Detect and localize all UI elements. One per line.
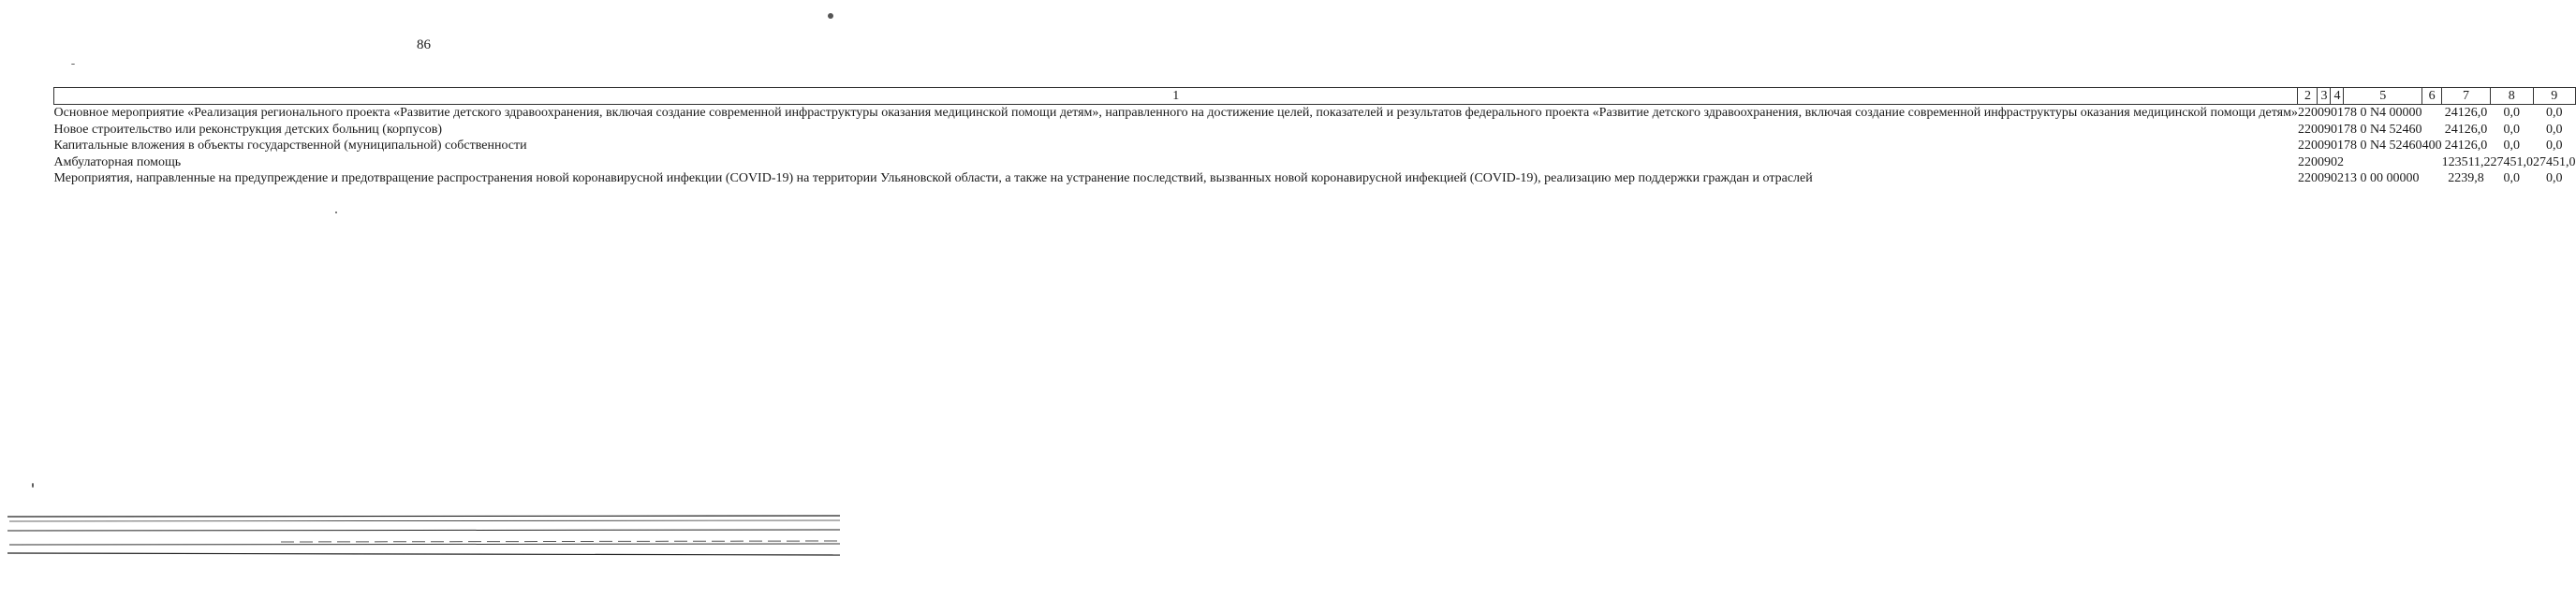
cell-col9: 0,0 [2546,139,2563,153]
cell-col9: 0,0 [2546,171,2563,185]
row-name: Новое строительство или реконструкция детских больниц (корпусов) [53,122,443,137]
cell-col7: 2239,8 [2448,171,2484,185]
col-header-9: 9 [2533,88,2576,105]
cell-col2: 220 [2297,139,2318,153]
header-row [54,88,2576,105]
cell-col8: 0,0 [2503,139,2521,153]
cell-col2: 220 [2297,122,2318,137]
cell-col8: 0,0 [2503,171,2521,185]
row-name: Амбулаторная помощь [53,154,182,169]
cell-col4: 01 [2330,106,2344,120]
cell-col8: 0,0 [2503,106,2521,120]
cell-col2: 220 [2297,171,2318,185]
cell-col3: 09 [2317,154,2331,169]
cell-col5: 78 0 N4 52460 [2343,122,2422,137]
col-header-2: 2 [2298,88,2318,105]
col-header-6: 6 [2422,88,2442,105]
cell-col4: 01 [2330,139,2344,153]
cell-col8: 0,0 [2503,122,2521,137]
cell-col5: 78 0 N4 00000 [2343,106,2422,120]
table-row [54,138,2576,154]
cell-col6 [2422,122,2442,139]
cell-col9: 27451,0 [2533,154,2576,169]
scan-speck [828,13,833,19]
page-number: 86 [417,37,431,52]
cell-col3: 09 [2317,171,2331,185]
cell-col6: 400 [2421,139,2442,153]
col-header-4: 4 [2331,88,2344,105]
row-name: Капитальные вложения в объекты государственной (муниципальной) собственности [53,139,527,153]
cell-col6 [2422,154,2442,171]
col-header-5: 5 [2344,88,2422,105]
cell-col5 [2344,154,2422,171]
cell-col5: 78 0 N4 52460 [2343,139,2422,153]
cell-col7: 123511,2 [2441,154,2491,169]
cell-col7: 24126,0 [2444,139,2488,153]
cell-col9: 0,0 [2546,106,2563,120]
cell-col2: 220 [2297,106,2318,120]
cell-col2: 220 [2297,154,2318,169]
budget-table [53,87,2576,187]
row-name: Мероприятия, направленные на предупреждение и предотвращение распространения новой коронавирусной инфекции (COVID-19) на территории Ульяновской области, а также на устранение последствий, вызванных новой коронавирусной инфекцией (COVID-19), реализацию мер поддержки граждан и отраслей [53,171,1813,185]
cell-col8: 27451,0 [2490,154,2534,169]
cell-col9: 0,0 [2546,122,2563,137]
cell-col6 [2422,170,2442,187]
cell-col4: 02 [2330,154,2344,169]
scan-speck [335,212,337,213]
table-row [54,105,2576,122]
col-header-1: 1 [54,88,2298,105]
scan-speck [32,483,34,488]
table-row [54,154,2576,171]
cell-col7: 24126,0 [2444,106,2488,120]
table-row [54,122,2576,139]
col-header-3: 3 [2318,88,2331,105]
cell-col5: 13 0 00 00000 [2343,171,2420,185]
cell-col4: 02 [2330,171,2344,185]
cell-col6 [2422,105,2442,122]
col-header-8: 8 [2491,88,2534,105]
cell-col3: 09 [2317,122,2331,137]
cell-col4: 01 [2330,122,2344,137]
cell-col3: 09 [2317,139,2331,153]
table-row [54,170,2576,187]
row-name: Основное мероприятие «Реализация регионального проекта «Развитие детского здравоохранения, включая создание современной инфраструктуры оказания медицинской помощи детям», направленного на достижение целей, показателей и результатов федерального проекта «Развитие детского здравоохранения, включая создание современной инфраструктуры оказания медицинской помощи детям» [53,106,2298,120]
cell-col7: 24126,0 [2444,122,2488,137]
col-header-7: 7 [2442,88,2491,105]
cell-col3: 09 [2317,106,2331,120]
scan-speck [71,64,75,65]
